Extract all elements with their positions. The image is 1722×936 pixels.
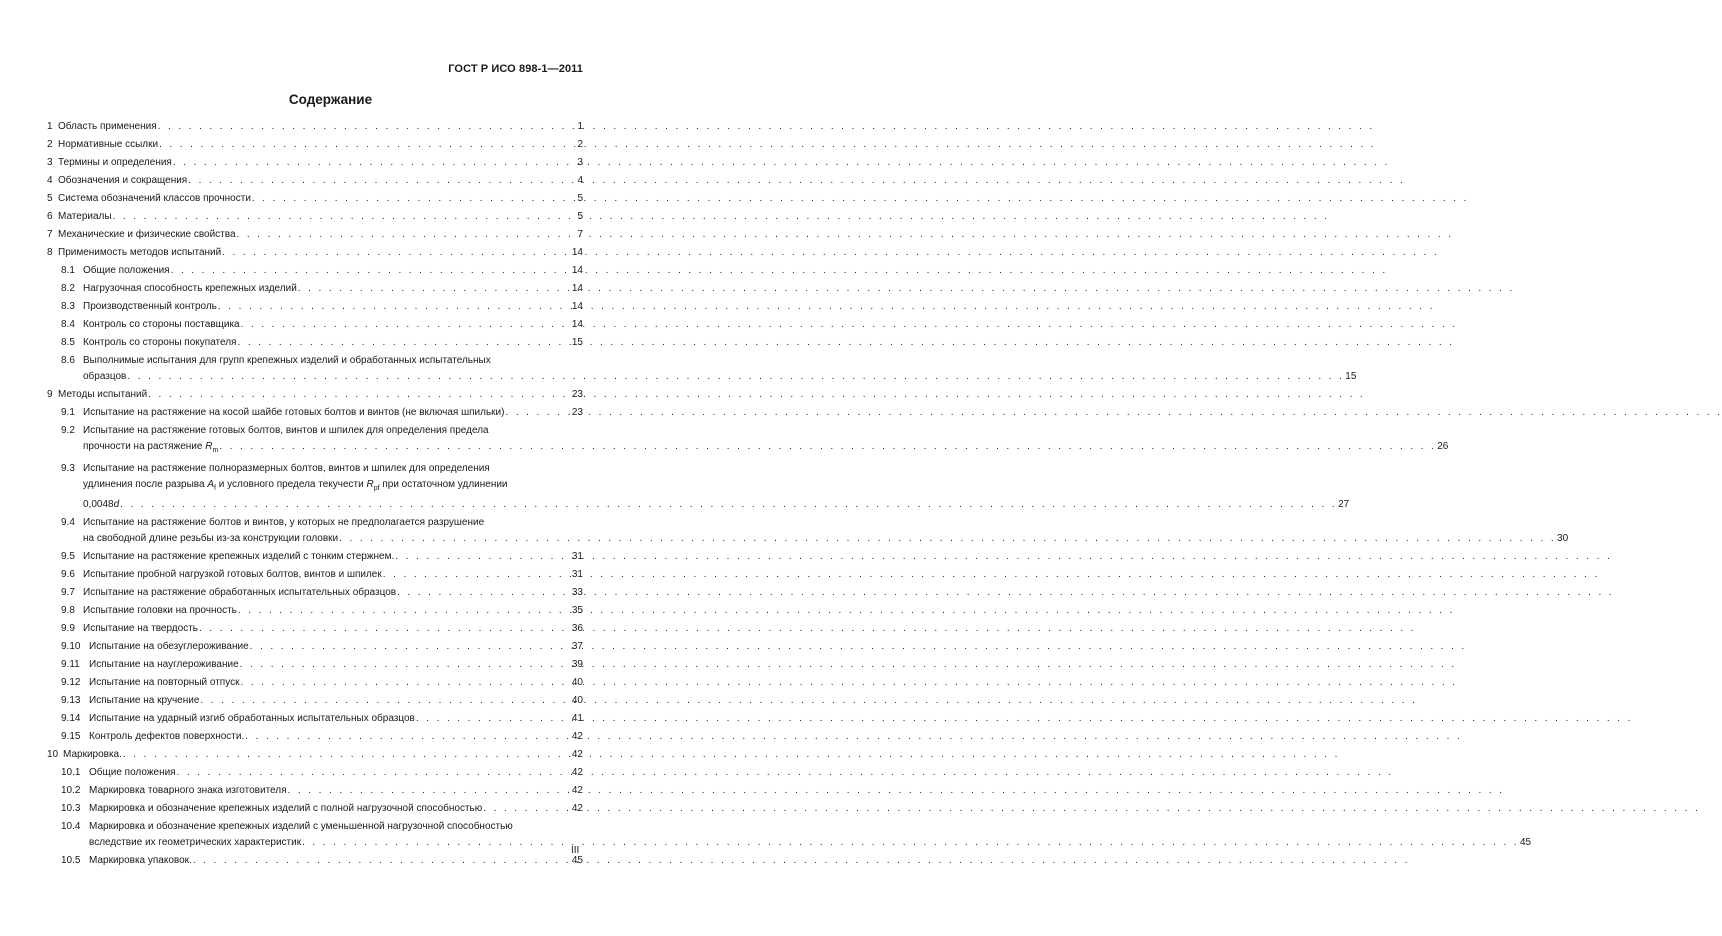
- toc-entry[interactable]: 3 Термины и определения . . . 3: [47, 154, 583, 172]
- toc-entry[interactable]: 7 Механические и физические свойства . . . 7: [47, 226, 583, 244]
- toc-entry[interactable]: 8.3 Производственный контроль . . . 14: [47, 298, 583, 316]
- toc-entry[interactable]: 10.1 Общие положения . . . 42: [47, 764, 583, 782]
- table-of-contents: [47, 118, 1569, 870]
- toc-entry[interactable]: 9.8 Испытание головки на прочность . . . 35: [47, 602, 583, 620]
- toc-entry[interactable]: 8.1 Общие положения . . . 14: [47, 262, 583, 280]
- toc-entry[interactable]: 10.3 Маркировка и обозначение крепежных изделий с полной нагрузочной способностью . . . 42: [47, 800, 583, 818]
- toc-entry[interactable]: 10.5 Маркировка упаковок. . . . 45: [47, 852, 583, 870]
- toc-entry[interactable]: 8.5 Контроль со стороны покупателя . . . 15: [47, 334, 583, 352]
- document-id-header: ГОСТ Р ИСО 898-1—2011: [448, 63, 583, 75]
- toc-entry[interactable]: 10.4 Маркировка и обозначение крепежных изделий с уменьшенной нагрузочной способностью вследствие их геометрических характеристик . . . 45: [47, 818, 583, 852]
- toc-entry[interactable]: 8.6 Выполнимые испытания для групп крепежных изделий и обработанных испытательных образцов . . . 15: [47, 352, 583, 386]
- toc-entry[interactable]: 9.10 Испытание на обезуглероживание . . . 37: [47, 638, 583, 656]
- toc-entry[interactable]: 9.11 Испытание на науглероживание . . . 39: [47, 656, 583, 674]
- toc-entry[interactable]: 8.2 Нагрузочная способность крепежных изделий . . . 14: [47, 280, 583, 298]
- toc-entry[interactable]: 8.4 Контроль со стороны поставщика . . . 14: [47, 316, 583, 334]
- toc-entry[interactable]: 9.2 Испытание на растяжение готовых болтов, винтов и шпилек для определения предела прочности на растяжение $R_m$ . . . 26: [47, 422, 583, 460]
- toc-entry[interactable]: 6 Материалы . . . 5: [47, 208, 583, 226]
- toc-entry[interactable]: 10.2 Маркировка товарного знака изготовителя . . . 42: [47, 782, 583, 800]
- toc-entry[interactable]: 5 Система обозначений классов прочности . . . 5: [47, 190, 583, 208]
- toc-entry[interactable]: 9.12 Испытание на повторный отпуск . . . 40: [47, 674, 583, 692]
- toc-entry[interactable]: 1 Область применения . . . 1: [47, 118, 583, 136]
- page-title: Содержание: [288, 92, 373, 107]
- toc-entry[interactable]: 2 Нормативные ссылки . . . 2: [47, 136, 583, 154]
- toc-entry[interactable]: 4 Обозначения и сокращения . . . 4: [47, 172, 583, 190]
- toc-entry[interactable]: 9.13 Испытание на кручение . . . 40: [47, 692, 583, 710]
- toc-entry[interactable]: 10 Маркировка. . . . 42: [47, 746, 583, 764]
- toc-entry[interactable]: 9.15 Контроль дефектов поверхности. . . . 42: [47, 728, 583, 746]
- toc-entry[interactable]: 9.3 Испытание на растяжение полноразмерных болтов, винтов и шпилек для определения удлинения после разрыва $A_f$ и условного предела текучести $R_{pf}$ при остаточном удлинении 0,0048d . . . 27: [47, 460, 583, 514]
- toc-entry[interactable]: 9.7 Испытание на растяжение обработанных испытательных образцов . . . 33: [47, 584, 583, 602]
- toc-entry[interactable]: 9.14 Испытание на ударный изгиб обработанных испытательных образцов . . . 41: [47, 710, 583, 728]
- toc-entry[interactable]: 9.4 Испытание на растяжение болтов и винтов, у которых не предполагается разрушение на свободной длине резьбы из-за конструкции головки . . . 30: [47, 514, 583, 548]
- page-number-roman: III: [571, 845, 580, 856]
- toc-entry[interactable]: 9.6 Испытание пробной нагрузкой готовых болтов, винтов и шпилек . . . 31: [47, 566, 583, 584]
- toc-entry[interactable]: 8 Применимость методов испытаний . . . 14: [47, 244, 583, 262]
- toc-entry[interactable]: 9.1 Испытание на растяжение на косой шайбе готовых болтов и винтов (не включая шпильки) . . . 23: [47, 404, 583, 422]
- toc-entry[interactable]: 9.9 Испытание на твердость . . . 36: [47, 620, 583, 638]
- toc-entry[interactable]: 9.5 Испытание на растяжение крепежных изделий с тонким стержнем. . . . 31: [47, 548, 583, 566]
- toc-entry[interactable]: 9 Методы испытаний . . . 23: [47, 386, 583, 404]
